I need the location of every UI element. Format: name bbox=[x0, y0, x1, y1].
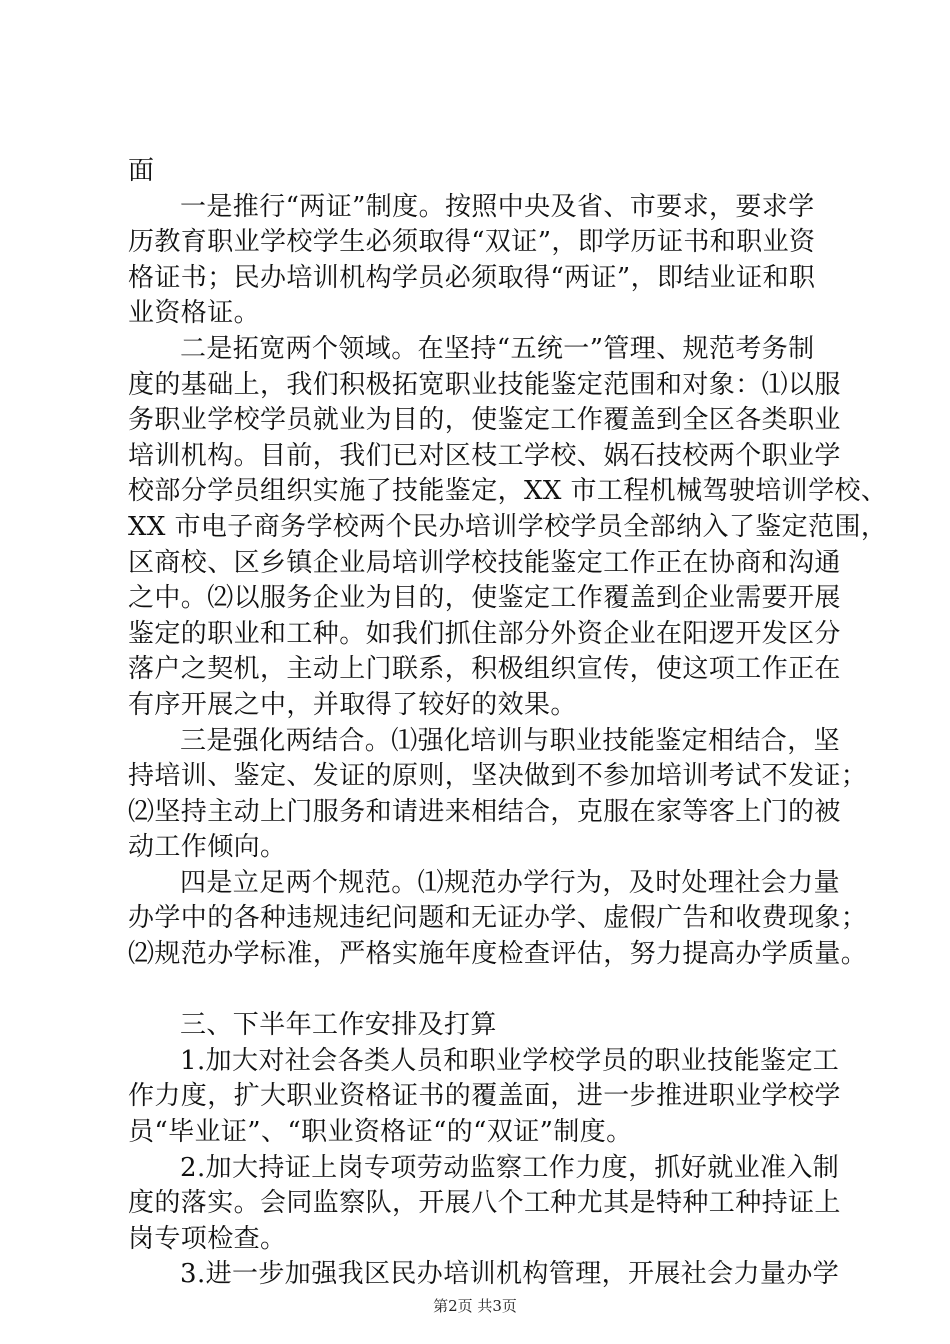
text-line: 面 bbox=[128, 156, 155, 186]
text-line: 员“毕业证”、“职业资格证“的“双证”制度。 bbox=[128, 1117, 633, 1148]
text-line: 务职业学校学员就业为目的，使鉴定工作覆盖到全区各类职业 bbox=[128, 405, 841, 436]
text-line: 岗专项检查。 bbox=[128, 1223, 287, 1254]
text-line: ⑵坚持主动上门服务和请进来相结合，克服在家等客上门的被 bbox=[128, 796, 841, 827]
text-line: 动工作倾向。 bbox=[128, 832, 287, 863]
text-line: 格证书；民办培训机构学员必须取得“两证”，即结业证和职 bbox=[128, 262, 816, 293]
text-line: 有序开展之中，并取得了较好的效果。 bbox=[128, 689, 577, 720]
text-line: 3.进一步加强我区民办培训机构管理，开展社会力量办学 bbox=[180, 1259, 840, 1290]
text-line: 历教育职业学校学生必须取得“双证”，即学历证书和职业资 bbox=[128, 227, 816, 258]
text-line: 之中。⑵以服务企业为目的，使鉴定工作覆盖到企业需要开展 bbox=[128, 583, 841, 614]
text-line: ⑵规范办学标准，严格实施年度检查评估，努力提高办学质量。 bbox=[128, 939, 868, 970]
text-line: 培训机构。目前，我们已对区枝工学校、娲石技校两个职业学 bbox=[128, 440, 841, 471]
text-line: 四是立足两个规范。⑴规范办学行为，及时处理社会力量 bbox=[180, 867, 841, 898]
text-line: 三是强化两结合。⑴强化培训与职业技能鉴定相结合，坚 bbox=[180, 725, 841, 756]
blank-line bbox=[128, 973, 834, 1009]
text-line: 度的基础上，我们积极拓宽职业技能鉴定范围和对象：⑴以服 bbox=[128, 369, 841, 400]
text-line: 2.加大持证上岗专项劳动监察工作力度，抓好就业准入制 bbox=[180, 1152, 840, 1183]
text-line: 一是推行“两证”制度。按照中央及省、市要求，要求学 bbox=[180, 191, 815, 222]
text-line: 1.加大对社会各类人员和职业学校学员的职业技能鉴定工 bbox=[180, 1045, 840, 1076]
text-line: 落户之契机，主动上门联系，积极组织宣传，使这项工作正在 bbox=[128, 654, 841, 685]
text-line: 度的落实。会同监察队，开展八个工种尤其是特种工种持证上 bbox=[128, 1188, 841, 1219]
text-line: XX 市电子商务学校两个民办培训学校学员全部纳入了鉴定范围， bbox=[128, 511, 888, 542]
text-line: 业资格证。 bbox=[128, 298, 261, 329]
text-line: 三、下半年工作安排及打算 bbox=[180, 1010, 497, 1041]
document-body bbox=[128, 154, 888, 1293]
text-line: 持培训、鉴定、发证的原则，坚决做到不参加培训考试不发证； bbox=[128, 761, 868, 792]
text-line: 二是拓宽两个领域。在坚持“五统一”管理、规范考务制 bbox=[180, 333, 815, 364]
page-footer: 第2页 共3页 bbox=[433, 1297, 517, 1315]
text-line: 鉴定的职业和工种。如我们抓住部分外资企业在阳逻开发区分 bbox=[128, 618, 841, 649]
text-line: 作力度，扩大职业资格证书的覆盖面，进一步推进职业学校学 bbox=[128, 1081, 841, 1112]
text-line: 区商校、区乡镇企业局培训学校技能鉴定工作正在协商和沟通 bbox=[128, 547, 841, 578]
text-line: 办学中的各种违规违纪问题和无证办学、虚假广告和收费现象； bbox=[128, 903, 868, 934]
text-line: 校部分学员组织实施了技能鉴定，XX 市工程机械驾驶培训学校、 bbox=[128, 476, 888, 507]
